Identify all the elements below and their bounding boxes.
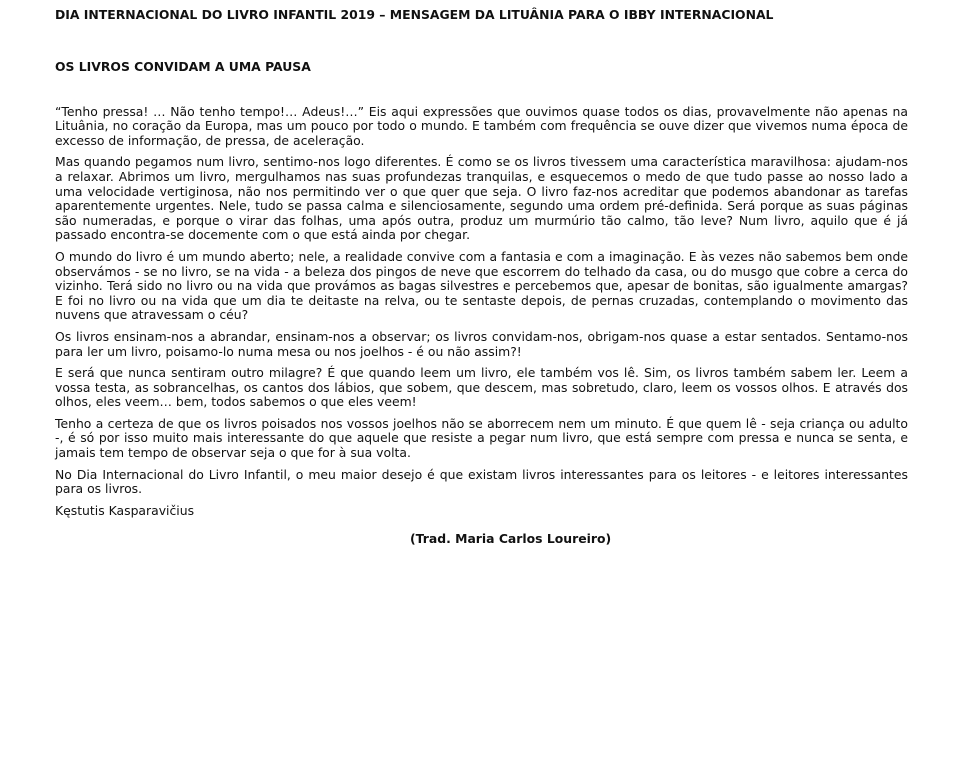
paragraph-5: E será que nunca sentiram outro milagre? É que quando leem um livro, ele também vos lê. Sim, os livros também sabem ler. Leem a vossa testa, as sobrancelhas, os cantos dos lábios, que sobem, que descem, mas sobretudo, claro, leem os vossos olhos. E através dos olhos, eles veem… bem, todos sabemos o que eles veem! <box>55 365 908 410</box>
body-text <box>55 105 908 497</box>
paragraph-6: Tenho a certeza de que os livros poisados nos vossos joelhos não se aborrecem nem um minuto. É que quem lê - seja criança ou adulto -, é só por isso muito mais interessante do que aquele que resiste a pegar num livro, que está sempre com pressa e nunca se senta, e jamais tem tempo de observar seja o que for à sua volta. <box>55 415 908 461</box>
paragraph-1: “Tenho pressa! … Não tenho tempo!… Adeus!…” Eis aqui expressões que ouvimos quase todos os dias, provavelmente não apenas na Lituânia, no coração da Europa, mas um pouco por todo o mundo. E também com frequência se ouve dizer que vivemos numa época de excesso de informação, de pressa, de aceleração. <box>55 103 908 148</box>
paragraph-2: Mas quando pegamos num livro, sentimo-nos logo diferentes. É como se os livros tivessem uma característica maravilhosa: ajudam-nos a relaxar. Abrimos um livro, mergulhamos nas suas profundezas tranquilas, e esquecemos o medo de que tudo passe ao nosso lado a uma velocidade vertiginosa, não nos permitindo ver o que quer que seja. O livro faz-nos acreditar que podemos abandonar as tarefas aparentemente urgentes. Nele, tudo se passa calma e silenciosamente, segundo uma ordem pré-definida. Será porque as suas páginas são numeradas, e porque o virar das folhas, uma após outra, produz um murmúrio tão calmo, tão leve? Num livro, aquilo que é já passado encontra-se docemente com o que está ainda por chegar. <box>55 154 908 243</box>
document-subtitle: OS LIVROS CONVIDAM A UMA PAUSA <box>55 58 311 74</box>
document <box>55 8 908 547</box>
document-title: DIA INTERNACIONAL DO LIVRO INFANTIL 2019 – MENSAGEM DA LITUÂNIA PARA O IBBY INTERNACIONAL <box>55 7 774 22</box>
translator-credit: (Trad. Maria Carlos Loureiro) <box>410 531 612 547</box>
paragraph-4: Os livros ensinam-nos a abrandar, ensinam-nos a observar; os livros convidam-nos, obrigam-nos quase a estar sentados. Sentamo-nos para ler um livro, poisamo-lo numa mesa ou nos joelhos - é ou não assim?! <box>55 328 908 359</box>
paragraph-3: O mundo do livro é um mundo aberto; nele, a realidade convive com a fantasia e com a imaginação. E às vezes não sabemos bem onde observámos - se no livro, se na vida - a beleza dos pingos de neve que escorrem do telhado da casa, ou do musgo que cobre a cerca do vizinho. Terá sido no livro ou na vida que provámos as bagas silvestres e percebemos que, apesar de bonitas, são igualmente amargas? E foi no livro ou na vida que um dia te deitaste na relva, ou te sentaste depois, de pernas cruzadas, contemplando o movimento das nuvens que atravessam o céu? <box>55 248 908 323</box>
paragraph-7: No Dia Internacional do Livro Infantil, o meu maior desejo é que existam livros interessantes para os leitores - e leitores interessantes para os livros. <box>55 466 908 497</box>
author-name: Kęstutis Kasparavičius <box>55 502 195 518</box>
